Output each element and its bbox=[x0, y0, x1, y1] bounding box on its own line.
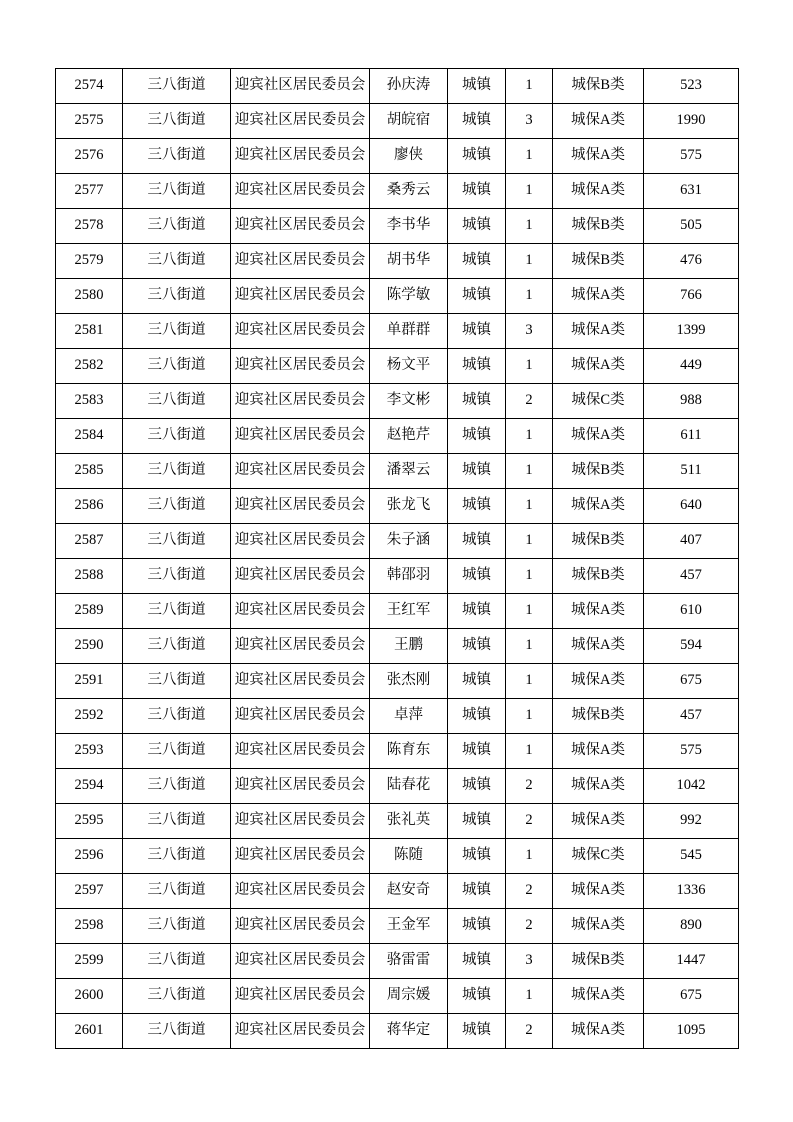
cell-category: 城保A类 bbox=[553, 664, 644, 699]
cell-count: 1 bbox=[506, 594, 553, 629]
cell-committee: 迎宾社区居民委员会 bbox=[231, 734, 370, 769]
table-body bbox=[56, 69, 739, 1049]
cell-count: 1 bbox=[506, 979, 553, 1014]
table-row bbox=[56, 524, 739, 559]
cell-street: 三八街道 bbox=[123, 139, 231, 174]
cell-name: 陈学敏 bbox=[370, 279, 448, 314]
table-row bbox=[56, 454, 739, 489]
cell-street: 三八街道 bbox=[123, 874, 231, 909]
cell-count: 1 bbox=[506, 454, 553, 489]
cell-index: 2584 bbox=[56, 419, 123, 454]
cell-category: 城保A类 bbox=[553, 769, 644, 804]
cell-count: 1 bbox=[506, 559, 553, 594]
cell-name: 王鹏 bbox=[370, 629, 448, 664]
cell-category: 城保A类 bbox=[553, 734, 644, 769]
cell-name: 张龙飞 bbox=[370, 489, 448, 524]
cell-type: 城镇 bbox=[448, 209, 506, 244]
cell-name: 李文彬 bbox=[370, 384, 448, 419]
table-row bbox=[56, 104, 739, 139]
cell-committee: 迎宾社区居民委员会 bbox=[231, 209, 370, 244]
cell-type: 城镇 bbox=[448, 839, 506, 874]
cell-committee: 迎宾社区居民委员会 bbox=[231, 769, 370, 804]
cell-amount: 611 bbox=[644, 419, 739, 454]
cell-type: 城镇 bbox=[448, 419, 506, 454]
cell-index: 2595 bbox=[56, 804, 123, 839]
cell-committee: 迎宾社区居民委员会 bbox=[231, 454, 370, 489]
cell-count: 1 bbox=[506, 524, 553, 559]
cell-amount: 575 bbox=[644, 734, 739, 769]
cell-name: 李书华 bbox=[370, 209, 448, 244]
table-row bbox=[56, 979, 739, 1014]
cell-category: 城保A类 bbox=[553, 1014, 644, 1049]
cell-category: 城保A类 bbox=[553, 139, 644, 174]
cell-type: 城镇 bbox=[448, 804, 506, 839]
cell-name: 潘翠云 bbox=[370, 454, 448, 489]
cell-name: 桑秀云 bbox=[370, 174, 448, 209]
cell-street: 三八街道 bbox=[123, 454, 231, 489]
cell-category: 城保A类 bbox=[553, 629, 644, 664]
cell-count: 2 bbox=[506, 909, 553, 944]
cell-count: 1 bbox=[506, 279, 553, 314]
cell-name: 王金军 bbox=[370, 909, 448, 944]
cell-street: 三八街道 bbox=[123, 244, 231, 279]
cell-committee: 迎宾社区居民委员会 bbox=[231, 244, 370, 279]
cell-name: 骆雷雷 bbox=[370, 944, 448, 979]
cell-street: 三八街道 bbox=[123, 699, 231, 734]
cell-index: 2576 bbox=[56, 139, 123, 174]
cell-category: 城保B类 bbox=[553, 69, 644, 104]
cell-index: 2592 bbox=[56, 699, 123, 734]
cell-category: 城保B类 bbox=[553, 944, 644, 979]
cell-committee: 迎宾社区居民委员会 bbox=[231, 489, 370, 524]
cell-count: 1 bbox=[506, 419, 553, 454]
cell-type: 城镇 bbox=[448, 874, 506, 909]
cell-street: 三八街道 bbox=[123, 594, 231, 629]
cell-amount: 457 bbox=[644, 559, 739, 594]
cell-name: 赵艳芹 bbox=[370, 419, 448, 454]
table-row bbox=[56, 314, 739, 349]
cell-amount: 1399 bbox=[644, 314, 739, 349]
cell-type: 城镇 bbox=[448, 1014, 506, 1049]
cell-type: 城镇 bbox=[448, 524, 506, 559]
cell-amount: 988 bbox=[644, 384, 739, 419]
cell-type: 城镇 bbox=[448, 454, 506, 489]
table-row bbox=[56, 244, 739, 279]
cell-street: 三八街道 bbox=[123, 489, 231, 524]
cell-amount: 505 bbox=[644, 209, 739, 244]
cell-count: 3 bbox=[506, 104, 553, 139]
cell-index: 2578 bbox=[56, 209, 123, 244]
table-row bbox=[56, 209, 739, 244]
table-row bbox=[56, 174, 739, 209]
cell-type: 城镇 bbox=[448, 139, 506, 174]
cell-name: 张礼英 bbox=[370, 804, 448, 839]
cell-index: 2599 bbox=[56, 944, 123, 979]
cell-street: 三八街道 bbox=[123, 664, 231, 699]
cell-index: 2579 bbox=[56, 244, 123, 279]
cell-index: 2596 bbox=[56, 839, 123, 874]
cell-street: 三八街道 bbox=[123, 559, 231, 594]
cell-category: 城保A类 bbox=[553, 279, 644, 314]
beneficiary-table bbox=[55, 68, 739, 1049]
cell-type: 城镇 bbox=[448, 664, 506, 699]
cell-committee: 迎宾社区居民委员会 bbox=[231, 174, 370, 209]
cell-category: 城保A类 bbox=[553, 594, 644, 629]
cell-category: 城保A类 bbox=[553, 489, 644, 524]
cell-category: 城保A类 bbox=[553, 979, 644, 1014]
cell-type: 城镇 bbox=[448, 559, 506, 594]
cell-committee: 迎宾社区居民委员会 bbox=[231, 349, 370, 384]
cell-street: 三八街道 bbox=[123, 979, 231, 1014]
cell-amount: 890 bbox=[644, 909, 739, 944]
table-row bbox=[56, 384, 739, 419]
cell-category: 城保B类 bbox=[553, 699, 644, 734]
cell-committee: 迎宾社区居民委员会 bbox=[231, 384, 370, 419]
cell-committee: 迎宾社区居民委员会 bbox=[231, 524, 370, 559]
cell-amount: 1447 bbox=[644, 944, 739, 979]
cell-street: 三八街道 bbox=[123, 174, 231, 209]
cell-committee: 迎宾社区居民委员会 bbox=[231, 909, 370, 944]
cell-index: 2575 bbox=[56, 104, 123, 139]
cell-category: 城保A类 bbox=[553, 804, 644, 839]
cell-name: 朱子涵 bbox=[370, 524, 448, 559]
cell-category: 城保A类 bbox=[553, 349, 644, 384]
table-row bbox=[56, 664, 739, 699]
cell-count: 1 bbox=[506, 349, 553, 384]
cell-index: 2577 bbox=[56, 174, 123, 209]
cell-name: 韩邵羽 bbox=[370, 559, 448, 594]
table-row bbox=[56, 419, 739, 454]
cell-category: 城保A类 bbox=[553, 909, 644, 944]
cell-type: 城镇 bbox=[448, 769, 506, 804]
cell-name: 廖侠 bbox=[370, 139, 448, 174]
cell-amount: 610 bbox=[644, 594, 739, 629]
cell-index: 2582 bbox=[56, 349, 123, 384]
cell-committee: 迎宾社区居民委员会 bbox=[231, 979, 370, 1014]
cell-name: 陈随 bbox=[370, 839, 448, 874]
cell-committee: 迎宾社区居民委员会 bbox=[231, 559, 370, 594]
cell-amount: 675 bbox=[644, 979, 739, 1014]
cell-count: 2 bbox=[506, 1014, 553, 1049]
cell-amount: 766 bbox=[644, 279, 739, 314]
cell-count: 1 bbox=[506, 244, 553, 279]
table-row bbox=[56, 944, 739, 979]
table-row bbox=[56, 909, 739, 944]
cell-street: 三八街道 bbox=[123, 629, 231, 664]
cell-type: 城镇 bbox=[448, 384, 506, 419]
cell-count: 1 bbox=[506, 664, 553, 699]
table-row bbox=[56, 1014, 739, 1049]
cell-amount: 457 bbox=[644, 699, 739, 734]
cell-count: 1 bbox=[506, 209, 553, 244]
cell-amount: 675 bbox=[644, 664, 739, 699]
cell-index: 2586 bbox=[56, 489, 123, 524]
cell-count: 3 bbox=[506, 314, 553, 349]
cell-type: 城镇 bbox=[448, 244, 506, 279]
cell-count: 3 bbox=[506, 944, 553, 979]
cell-index: 2585 bbox=[56, 454, 123, 489]
cell-name: 杨文平 bbox=[370, 349, 448, 384]
cell-amount: 523 bbox=[644, 69, 739, 104]
table-row bbox=[56, 699, 739, 734]
cell-category: 城保A类 bbox=[553, 314, 644, 349]
cell-type: 城镇 bbox=[448, 314, 506, 349]
cell-street: 三八街道 bbox=[123, 69, 231, 104]
cell-name: 卓萍 bbox=[370, 699, 448, 734]
cell-index: 2589 bbox=[56, 594, 123, 629]
cell-amount: 594 bbox=[644, 629, 739, 664]
cell-type: 城镇 bbox=[448, 349, 506, 384]
cell-count: 2 bbox=[506, 804, 553, 839]
cell-amount: 511 bbox=[644, 454, 739, 489]
cell-amount: 631 bbox=[644, 174, 739, 209]
table-row bbox=[56, 804, 739, 839]
cell-street: 三八街道 bbox=[123, 524, 231, 559]
cell-street: 三八街道 bbox=[123, 104, 231, 139]
table-row bbox=[56, 489, 739, 524]
cell-committee: 迎宾社区居民委员会 bbox=[231, 944, 370, 979]
cell-amount: 449 bbox=[644, 349, 739, 384]
cell-committee: 迎宾社区居民委员会 bbox=[231, 874, 370, 909]
cell-index: 2587 bbox=[56, 524, 123, 559]
cell-count: 1 bbox=[506, 174, 553, 209]
table-row bbox=[56, 839, 739, 874]
cell-committee: 迎宾社区居民委员会 bbox=[231, 804, 370, 839]
cell-name: 陈育东 bbox=[370, 734, 448, 769]
cell-name: 孙庆涛 bbox=[370, 69, 448, 104]
cell-name: 周宗媛 bbox=[370, 979, 448, 1014]
cell-count: 1 bbox=[506, 699, 553, 734]
table-row bbox=[56, 874, 739, 909]
cell-index: 2600 bbox=[56, 979, 123, 1014]
cell-count: 1 bbox=[506, 839, 553, 874]
cell-type: 城镇 bbox=[448, 734, 506, 769]
cell-category: 城保B类 bbox=[553, 209, 644, 244]
cell-category: 城保B类 bbox=[553, 454, 644, 489]
cell-type: 城镇 bbox=[448, 979, 506, 1014]
cell-amount: 407 bbox=[644, 524, 739, 559]
cell-name: 王红军 bbox=[370, 594, 448, 629]
cell-index: 2597 bbox=[56, 874, 123, 909]
cell-amount: 1336 bbox=[644, 874, 739, 909]
cell-committee: 迎宾社区居民委员会 bbox=[231, 104, 370, 139]
cell-count: 1 bbox=[506, 69, 553, 104]
cell-street: 三八街道 bbox=[123, 279, 231, 314]
cell-type: 城镇 bbox=[448, 489, 506, 524]
cell-amount: 1990 bbox=[644, 104, 739, 139]
cell-committee: 迎宾社区居民委员会 bbox=[231, 699, 370, 734]
cell-type: 城镇 bbox=[448, 279, 506, 314]
cell-index: 2588 bbox=[56, 559, 123, 594]
cell-type: 城镇 bbox=[448, 594, 506, 629]
cell-category: 城保A类 bbox=[553, 874, 644, 909]
cell-type: 城镇 bbox=[448, 699, 506, 734]
cell-count: 2 bbox=[506, 384, 553, 419]
cell-name: 蒋华定 bbox=[370, 1014, 448, 1049]
cell-index: 2601 bbox=[56, 1014, 123, 1049]
cell-index: 2574 bbox=[56, 69, 123, 104]
cell-street: 三八街道 bbox=[123, 734, 231, 769]
cell-amount: 545 bbox=[644, 839, 739, 874]
cell-amount: 1095 bbox=[644, 1014, 739, 1049]
table-row bbox=[56, 559, 739, 594]
cell-street: 三八街道 bbox=[123, 944, 231, 979]
cell-index: 2580 bbox=[56, 279, 123, 314]
cell-count: 1 bbox=[506, 734, 553, 769]
table-row bbox=[56, 769, 739, 804]
cell-amount: 575 bbox=[644, 139, 739, 174]
cell-category: 城保B类 bbox=[553, 524, 644, 559]
table-row bbox=[56, 594, 739, 629]
cell-category: 城保C类 bbox=[553, 839, 644, 874]
cell-type: 城镇 bbox=[448, 174, 506, 209]
cell-category: 城保A类 bbox=[553, 174, 644, 209]
cell-category: 城保B类 bbox=[553, 244, 644, 279]
cell-committee: 迎宾社区居民委员会 bbox=[231, 629, 370, 664]
cell-type: 城镇 bbox=[448, 69, 506, 104]
cell-type: 城镇 bbox=[448, 909, 506, 944]
cell-count: 2 bbox=[506, 769, 553, 804]
cell-committee: 迎宾社区居民委员会 bbox=[231, 1014, 370, 1049]
cell-index: 2581 bbox=[56, 314, 123, 349]
cell-count: 1 bbox=[506, 489, 553, 524]
table-row bbox=[56, 349, 739, 384]
cell-name: 胡皖宿 bbox=[370, 104, 448, 139]
table-row bbox=[56, 69, 739, 104]
cell-street: 三八街道 bbox=[123, 1014, 231, 1049]
cell-count: 2 bbox=[506, 874, 553, 909]
cell-index: 2590 bbox=[56, 629, 123, 664]
cell-committee: 迎宾社区居民委员会 bbox=[231, 419, 370, 454]
cell-street: 三八街道 bbox=[123, 839, 231, 874]
cell-street: 三八街道 bbox=[123, 804, 231, 839]
cell-committee: 迎宾社区居民委员会 bbox=[231, 314, 370, 349]
cell-committee: 迎宾社区居民委员会 bbox=[231, 139, 370, 174]
cell-street: 三八街道 bbox=[123, 314, 231, 349]
table-row bbox=[56, 279, 739, 314]
cell-index: 2594 bbox=[56, 769, 123, 804]
cell-amount: 992 bbox=[644, 804, 739, 839]
cell-type: 城镇 bbox=[448, 629, 506, 664]
table-row bbox=[56, 629, 739, 664]
cell-committee: 迎宾社区居民委员会 bbox=[231, 839, 370, 874]
cell-amount: 640 bbox=[644, 489, 739, 524]
cell-index: 2583 bbox=[56, 384, 123, 419]
table-row bbox=[56, 139, 739, 174]
cell-name: 单群群 bbox=[370, 314, 448, 349]
table-row bbox=[56, 734, 739, 769]
cell-count: 1 bbox=[506, 139, 553, 174]
cell-category: 城保A类 bbox=[553, 104, 644, 139]
cell-street: 三八街道 bbox=[123, 769, 231, 804]
cell-type: 城镇 bbox=[448, 104, 506, 139]
cell-amount: 1042 bbox=[644, 769, 739, 804]
cell-street: 三八街道 bbox=[123, 384, 231, 419]
cell-committee: 迎宾社区居民委员会 bbox=[231, 594, 370, 629]
cell-category: 城保B类 bbox=[553, 559, 644, 594]
cell-street: 三八街道 bbox=[123, 349, 231, 384]
cell-index: 2591 bbox=[56, 664, 123, 699]
cell-name: 张杰刚 bbox=[370, 664, 448, 699]
cell-type: 城镇 bbox=[448, 944, 506, 979]
cell-count: 1 bbox=[506, 629, 553, 664]
cell-category: 城保A类 bbox=[553, 419, 644, 454]
cell-committee: 迎宾社区居民委员会 bbox=[231, 69, 370, 104]
cell-index: 2598 bbox=[56, 909, 123, 944]
cell-street: 三八街道 bbox=[123, 909, 231, 944]
cell-name: 陆春花 bbox=[370, 769, 448, 804]
cell-street: 三八街道 bbox=[123, 209, 231, 244]
cell-index: 2593 bbox=[56, 734, 123, 769]
cell-amount: 476 bbox=[644, 244, 739, 279]
cell-name: 胡书华 bbox=[370, 244, 448, 279]
cell-street: 三八街道 bbox=[123, 419, 231, 454]
cell-category: 城保C类 bbox=[553, 384, 644, 419]
cell-committee: 迎宾社区居民委员会 bbox=[231, 664, 370, 699]
cell-name: 赵安奇 bbox=[370, 874, 448, 909]
cell-committee: 迎宾社区居民委员会 bbox=[231, 279, 370, 314]
